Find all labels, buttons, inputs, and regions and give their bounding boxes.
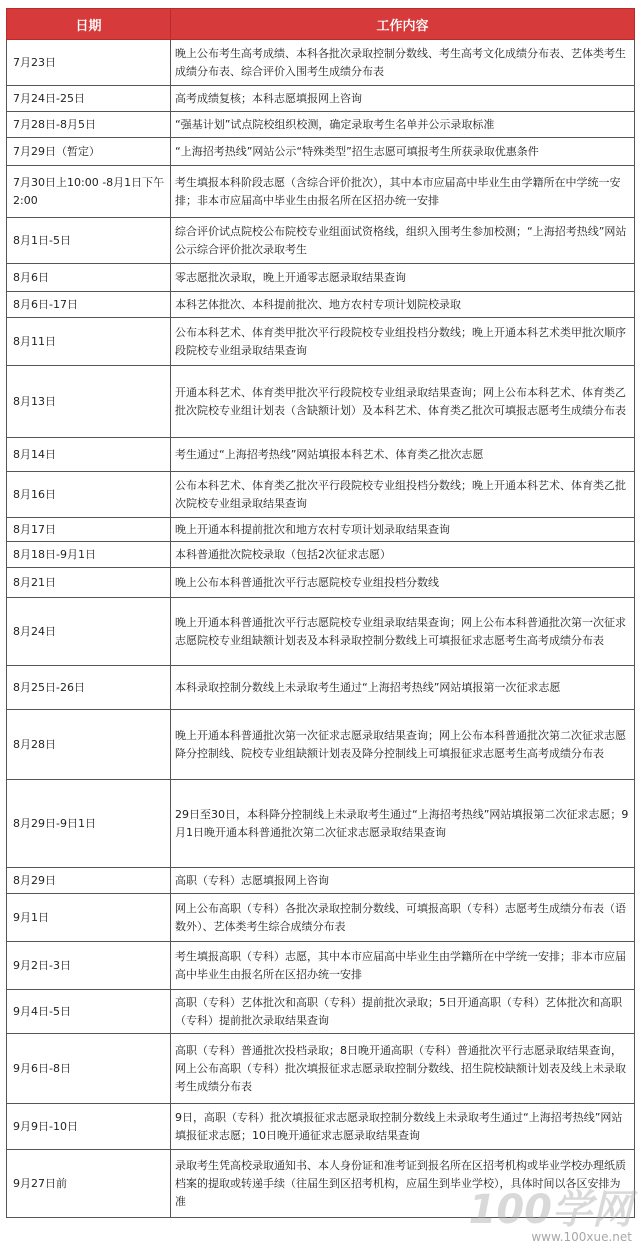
row-content: 29日至30日，本科降分控制线上未录取考生通过“上海招考热线”网站填报第二次征求志愿；9月1日晚开通本科普通批次第二次征求志愿录取结果查询 bbox=[171, 780, 635, 868]
table-row bbox=[7, 666, 635, 710]
row-content: “上海招考热线”网站公示“特殊类型”招生志愿可填报考生所获录取优惠条件 bbox=[171, 138, 635, 166]
row-content: “强基计划”试点院校组织校测，确定录取考生名单并公示录取标准 bbox=[171, 112, 635, 138]
table-row bbox=[7, 438, 635, 472]
table-row bbox=[7, 518, 635, 542]
row-content: 晚上开通本科普通批次第一次征求志愿录取结果查询；网上公布本科普通批次第二次征求志愿降分控制线、院校专业组缺额计划表及降分控制线上可填报征求志愿考生高考成绩分布表 bbox=[171, 710, 635, 780]
row-date: 9月27日前 bbox=[7, 1150, 171, 1218]
row-content: 录取考生凭高校录取通知书、本人身份证和准考证到报名所在区招考机构或毕业学校办理纸质档案的提取或转递手续（往届生到区招考机构，应届生到毕业学校），具体时间以各区安排为准 bbox=[171, 1150, 635, 1218]
row-date: 7月24日-25日 bbox=[7, 86, 171, 112]
row-date: 8月24日 bbox=[7, 598, 171, 666]
row-date: 8月6日 bbox=[7, 264, 171, 292]
table-row bbox=[7, 292, 635, 318]
table-row bbox=[7, 868, 635, 894]
table-row bbox=[7, 40, 635, 86]
table-row bbox=[7, 894, 635, 942]
table-header-row bbox=[7, 9, 635, 40]
row-content: 晚上开通本科提前批次和地方农村专项计划录取结果查询 bbox=[171, 518, 635, 542]
row-date: 8月28日 bbox=[7, 710, 171, 780]
row-content: 9日，高职（专科）批次填报征求志愿录取控制分数线上未录取考生通过“上海招考热线”网站填报征求志愿；10日晚开通征求志愿录取结果查询 bbox=[171, 1104, 635, 1150]
table-row bbox=[7, 472, 635, 518]
table-row bbox=[7, 542, 635, 568]
row-date: 8月21日 bbox=[7, 568, 171, 598]
row-content: 零志愿批次录取，晚上开通零志愿录取结果查询 bbox=[171, 264, 635, 292]
table-row bbox=[7, 780, 635, 868]
row-date: 9月2日-3日 bbox=[7, 942, 171, 990]
row-content: 高考成绩复核；本科志愿填报网上咨询 bbox=[171, 86, 635, 112]
row-date: 8月13日 bbox=[7, 366, 171, 438]
table-row bbox=[7, 1104, 635, 1150]
table-row bbox=[7, 710, 635, 780]
schedule-table bbox=[6, 8, 635, 1218]
table-row bbox=[7, 264, 635, 292]
table-row bbox=[7, 86, 635, 112]
row-date: 7月28日-8月5日 bbox=[7, 112, 171, 138]
row-date: 8月16日 bbox=[7, 472, 171, 518]
watermark bbox=[468, 1187, 633, 1244]
table-row bbox=[7, 138, 635, 166]
row-date: 8月18日-9月1日 bbox=[7, 542, 171, 568]
row-date: 8月17日 bbox=[7, 518, 171, 542]
watermark-logo: 100学网 bbox=[468, 1187, 632, 1233]
row-date: 9月9日-10日 bbox=[7, 1104, 171, 1150]
row-content: 高职（专科）志愿填报网上咨询 bbox=[171, 868, 635, 894]
row-date: 8月29日-9日1日 bbox=[7, 780, 171, 868]
row-date: 7月29日（暂定） bbox=[7, 138, 171, 166]
row-date: 8月29日 bbox=[7, 868, 171, 894]
row-content: 晚上开通本科普通批次平行志愿院校专业组录取结果查询；网上公布本科普通批次第一次征求志愿院校专业组缺额计划表及本科录取控制分数线上可填报征求志愿考生高考成绩分布表 bbox=[171, 598, 635, 666]
row-date: 7月23日 bbox=[7, 40, 171, 86]
row-content: 本科普通批次院校录取（包括2次征求志愿） bbox=[171, 542, 635, 568]
watermark-url: www.100xue.net bbox=[531, 1230, 632, 1244]
header-date: 日期 bbox=[7, 9, 171, 40]
table-row bbox=[7, 942, 635, 990]
row-content: 网上公布高职（专科）各批次录取控制分数线、可填报高职（专科）志愿考生成绩分布表（语数外）、艺体类考生综合成绩分布表 bbox=[171, 894, 635, 942]
row-content: 考生通过“上海招考热线”网站填报本科艺术、体育类乙批次志愿 bbox=[171, 438, 635, 472]
row-date: 8月6日-17日 bbox=[7, 292, 171, 318]
row-content: 公布本科艺术、体育类甲批次平行段院校专业组投档分数线；晚上开通本科艺术类甲批次顺序段院校专业组录取结果查询 bbox=[171, 318, 635, 366]
row-date: 9月6日-8日 bbox=[7, 1034, 171, 1104]
row-content: 考生填报本科阶段志愿（含综合评价批次），其中本市应届高中毕业生由学籍所在中学统一安排；非本市应届高中毕业生由报名所在区招办统一安排 bbox=[171, 166, 635, 218]
row-date: 8月14日 bbox=[7, 438, 171, 472]
row-content: 高职（专科）普通批次投档录取；8日晚开通高职（专科）普通批次平行志愿录取结果查询，网上公布高职（专科）批次填报征求志愿录取控制分数线、招生院校缺额计划表及线上未录取考生成绩分布表 bbox=[171, 1034, 635, 1104]
row-content: 考生填报高职（专科）志愿，其中本市应届高中毕业生由学籍所在中学统一安排；非本市应届高中毕业生由报名所在区招办统一安排 bbox=[171, 942, 635, 990]
row-content: 晚上公布考生高考成绩、本科各批次录取控制分数线、考生高考文化成绩分布表、艺体类考生成绩分布表、综合评价入围考生成绩分布表 bbox=[171, 40, 635, 86]
row-date: 9月1日 bbox=[7, 894, 171, 942]
table-row bbox=[7, 598, 635, 666]
table-row bbox=[7, 166, 635, 218]
table-row bbox=[7, 1034, 635, 1104]
row-content: 开通本科艺术、体育类甲批次平行段院校专业组录取结果查询；网上公布本科艺术、体育类乙批次院校专业组计划表（含缺额计划）及本科艺术、体育类乙批次可填报志愿考生成绩分布表 bbox=[171, 366, 635, 438]
table-row bbox=[7, 218, 635, 264]
row-content: 高职（专科）艺体批次和高职（专科）提前批次录取；5日开通高职（专科）艺体批次和高职（专科）提前批次录取结果查询 bbox=[171, 990, 635, 1034]
row-content: 晚上公布本科普通批次平行志愿院校专业组投档分数线 bbox=[171, 568, 635, 598]
table-row bbox=[7, 112, 635, 138]
table-row bbox=[7, 318, 635, 366]
row-date: 8月25日-26日 bbox=[7, 666, 171, 710]
table-row bbox=[7, 990, 635, 1034]
row-content: 综合评价试点院校公布院校专业组面试资格线，组织入围考生参加校测；“上海招考热线”网站公示综合评价批次录取考生 bbox=[171, 218, 635, 264]
table-row bbox=[7, 568, 635, 598]
row-date: 7月30日上10:00 -8月1日下午2:00 bbox=[7, 166, 171, 218]
row-date: 8月11日 bbox=[7, 318, 171, 366]
header-content: 工作内容 bbox=[171, 9, 635, 40]
row-content: 公布本科艺术、体育类乙批次平行段院校专业组投档分数线；晚上开通本科艺术、体育类乙批次院校专业组录取结果查询 bbox=[171, 472, 635, 518]
row-content: 本科艺体批次、本科提前批次、地方农村专项计划院校录取 bbox=[171, 292, 635, 318]
row-date: 9月4日-5日 bbox=[7, 990, 171, 1034]
row-content: 本科录取控制分数线上未录取考生通过“上海招考热线”网站填报第一次征求志愿 bbox=[171, 666, 635, 710]
row-date: 8月1日-5日 bbox=[7, 218, 171, 264]
table-row bbox=[7, 366, 635, 438]
